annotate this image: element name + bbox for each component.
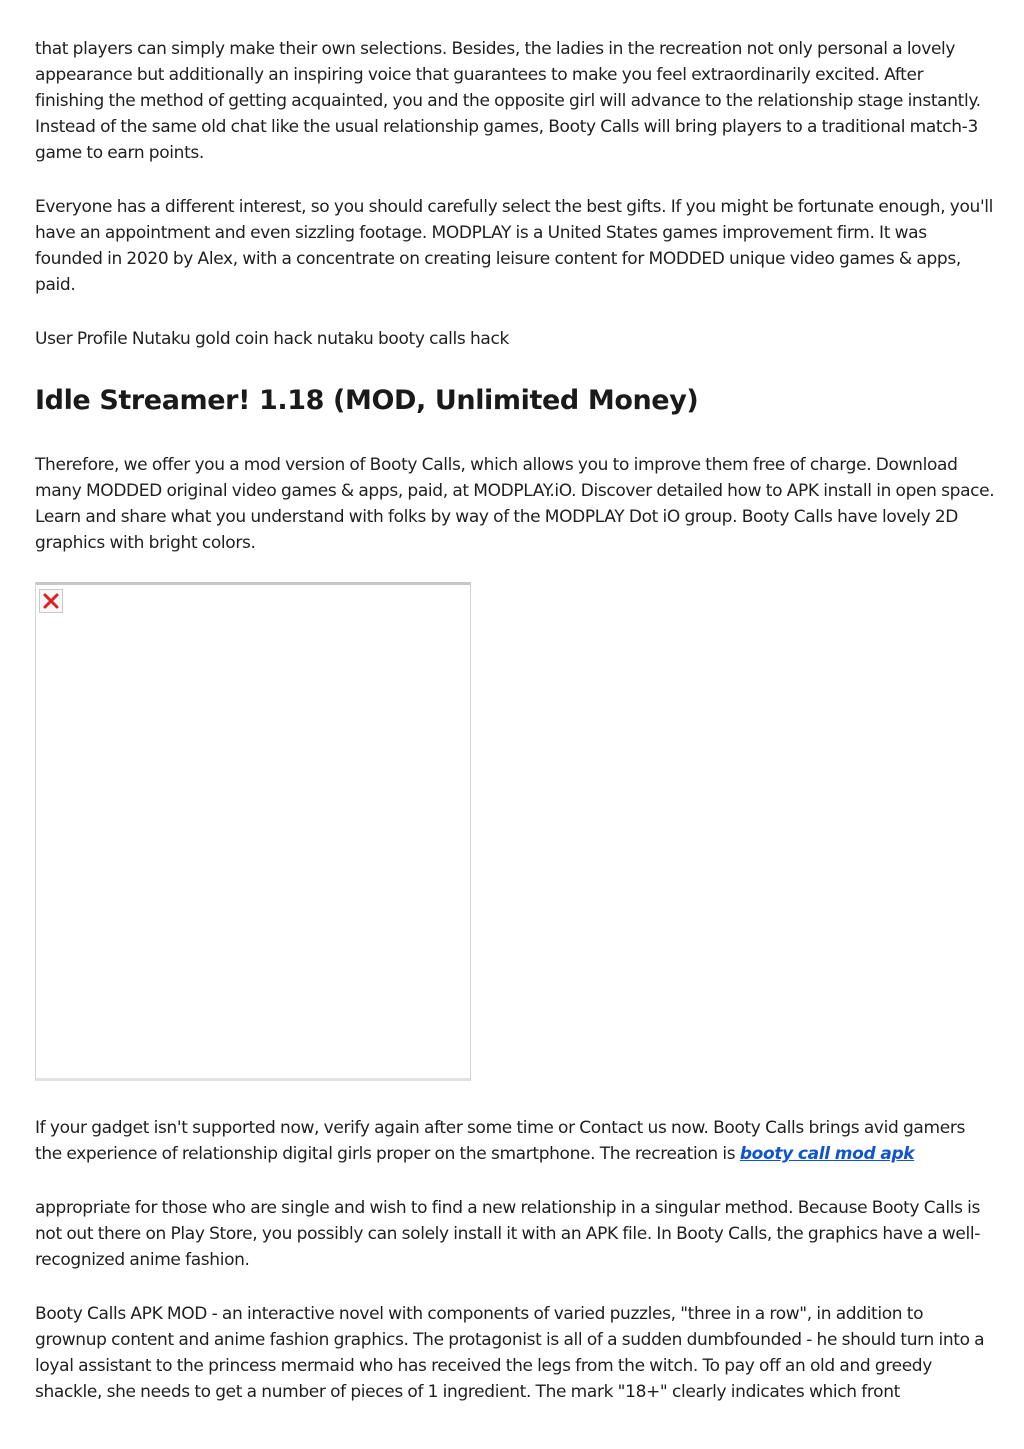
- paragraph-apk-mod: Booty Calls APK MOD - an interactive novel with components of varied puzzles, "three in a row", in addition to grownup content and anime fashion graphics. The protagonist is all of a sudden dumbfounded - he should turn into a loyal assistant to the princess mermaid who has received the legs from the witch. To pay off an old and greedy shackle, she needs to get a number of pieces of 1 ingredient. The mark "18+" clearly indicates which front: [35, 1304, 985, 1402]
- document-page: [35, 36, 995, 1405]
- section-heading: Idle Streamer! 1.18 (MOD, Unlimited Money): [35, 385, 699, 416]
- paragraph-single-relationship: appropriate for those who are single and wish to find a new relationship in a singular method. Because Booty Calls is not out there on Play Store, you possibly can solely install it with an APK file. In Booty Calls, the graphics have a well-recognized anime fashion.: [35, 1198, 981, 1270]
- booty-call-mod-apk-link[interactable]: booty call mod apk: [739, 1144, 915, 1164]
- broken-image-icon: [39, 589, 63, 613]
- paragraph-gadget-support: [35, 1115, 995, 1167]
- paragraph-user-profile: User Profile Nutaku gold coin hack nutaku booty calls hack: [35, 329, 509, 349]
- paragraph-gifts: Everyone has a different interest, so you should carefully select the best gifts. If you might be fortunate enough, you'll have an appointment and even sizzling footage. MODPLAY is a United States games improvement firm. It was founded in 2020 by Alex, with a concentrate on creating leisure content for MODDED unique video games & apps, paid.: [35, 197, 994, 295]
- broken-image-placeholder: [35, 582, 471, 1081]
- paragraph-mod-version: Therefore, we offer you a mod version of Booty Calls, which allows you to improve them free of charge. Download many MODDED original video games & apps, paid, at MODPLAY.iO. Discover detailed how to APK install in open space. Learn and share what you understand with folks by way of the MODPLAY Dot iO group. Booty Calls have lovely 2D graphics with bright colors.: [35, 455, 995, 553]
- paragraph-gadget-text: If your gadget isn't supported now, verify again after some time or Contact us now. Booty Calls brings avid gamers the experience of relationship digital girls proper on the smartphone. The recreation is: [35, 1118, 965, 1164]
- paragraph-intro: that players can simply make their own selections. Besides, the ladies in the recreation not only personal a lovely appearance but additionally an inspiring voice that guarantees to make you feel extraordinarily excited. After finishing the method of getting acquainted, you and the opposite girl will advance to the relationship stage instantly. Instead of the same old chat like the usual relationship games, Booty Calls will bring players to a traditional match-3 game to earn points.: [35, 39, 981, 163]
